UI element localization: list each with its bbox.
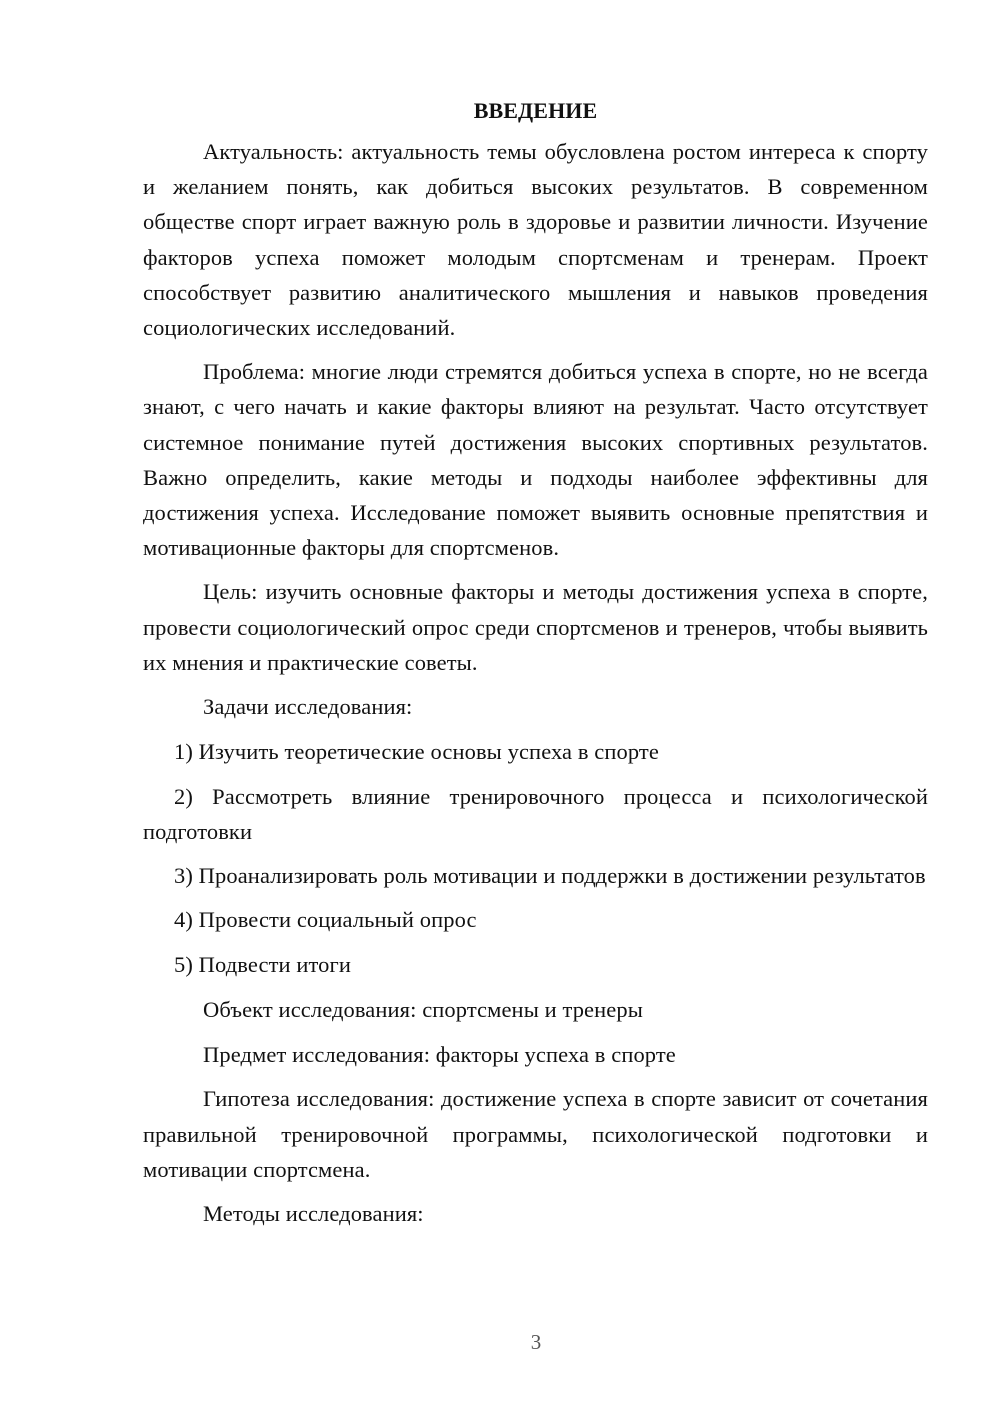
methods-heading: Методы исследования: [203,1201,424,1227]
tasks-heading: Задачи исследования: [203,694,413,720]
goal-paragraph: Цель: изучить основные факторы и методы достижения успеха в спорте, провести социологический опрос среди спортсменов и тренеров, чтобы выявить их мнения и практические советы. [143,579,928,675]
page-content [143,96,928,1241]
problem-paragraph: Проблема: многие люди стремятся добиться успеха в спорте, но не всегда знают, с чего начать и какие факторы влияют на результат. Часто отсутствует системное понимание путей достижения высоких спортивных результатов. Важно определить, какие методы и подходы наиболее эффективны для достижения успеха. Исследование поможет выявить основные препятствия и мотивационные факторы для спортсменов. [143,359,928,561]
relevance-paragraph: Актуальность: актуальность темы обусловлена ростом интереса к спорту и желанием понять, как добиться высоких результатов. В современном обществе спорт играет важную роль в здоровье и развитии личности. Изучение факторов успеха поможет молодым спортсменам и тренерам. Проект способствует развитию аналитического мышления и навыков проведения социологических исследований. [143,139,928,341]
hypothesis-paragraph: Гипотеза исследования: достижение успеха в спорте зависит от сочетания правильной тренировочной программы, психологической подготовки и мотивации спортсмена. [143,1086,928,1182]
task-item-3: 3) Проанализировать роль мотивации и поддержки в достижении результатов [174,863,926,889]
section-title: ВВЕДЕНИЕ [473,98,598,123]
research-object: Объект исследования: спортсмены и тренеры [203,996,643,1022]
task-item-2: 2) Рассмотреть влияние тренировочного процесса и психологической подготовки [143,783,928,844]
research-subject: Предмет исследования: факторы успеха в спорте [203,1041,676,1067]
task-item-4: 4) Провести социальный опрос [174,907,477,933]
page-number: 3 [530,1330,542,1354]
task-item-1: 1) Изучить теоретические основы успеха в спорте [174,738,659,764]
task-item-5: 5) Подвести итоги [174,952,351,978]
